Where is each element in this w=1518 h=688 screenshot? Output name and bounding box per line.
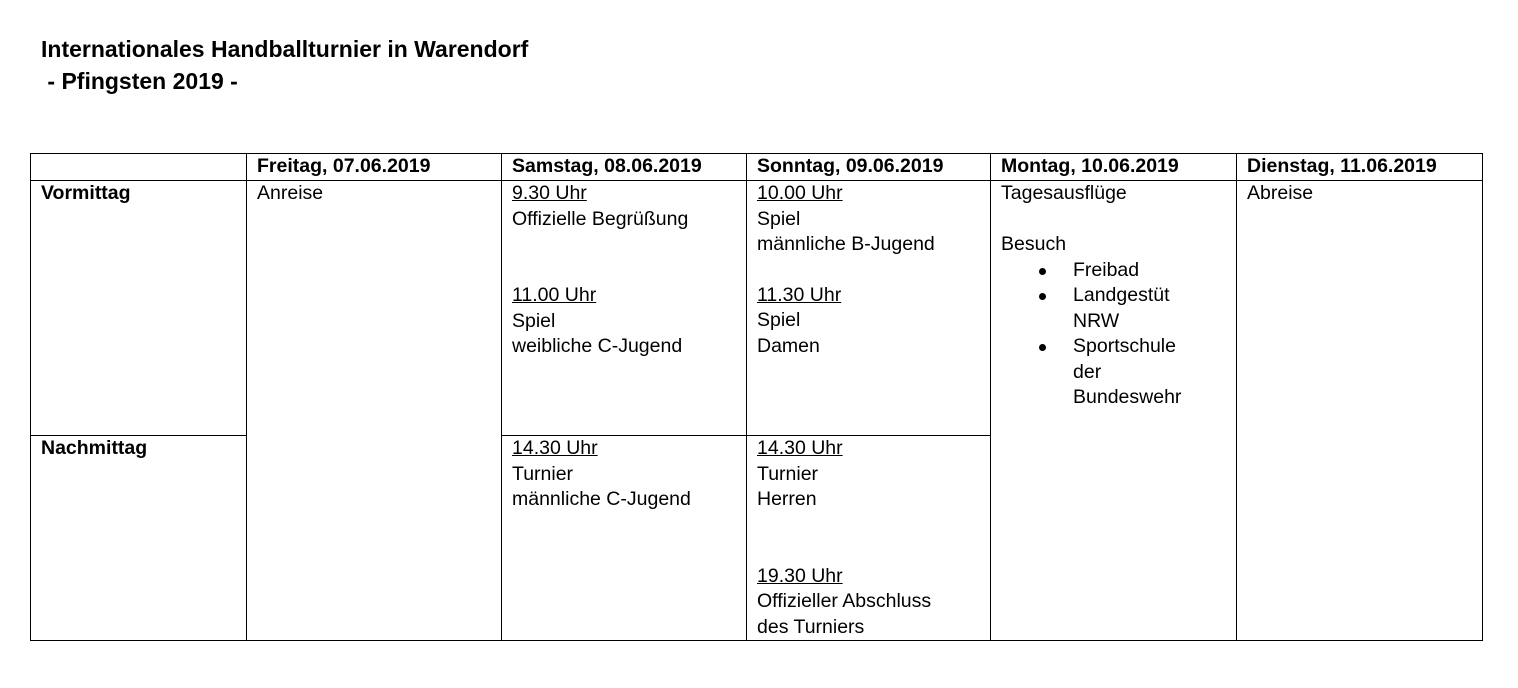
event-time: 11.00 Uhr (512, 284, 597, 306)
event-block (512, 181, 736, 232)
tuesday-departure: Abreise (1247, 182, 1314, 204)
morning-row (31, 181, 1483, 436)
bullet-icon (1039, 268, 1046, 275)
schedule-table (30, 153, 1483, 641)
event-block (512, 283, 736, 360)
friday-cell (247, 181, 502, 641)
list-item: Freibad (1001, 258, 1226, 284)
header-friday: Freitag, 07.06.2019 (247, 154, 502, 181)
event-text: Offizielle Begrüßung (512, 207, 689, 230)
event-text: des Turniers (757, 615, 865, 638)
event-text: Spiel (757, 207, 801, 230)
row-label-morning: Vormittag (31, 181, 247, 436)
event-time: 19.30 Uhr (757, 564, 843, 587)
header-saturday: Samstag, 08.06.2019 (502, 154, 747, 181)
saturday-afternoon-cell (502, 436, 747, 641)
title-line-2: - Pfingsten 2019 - (41, 68, 238, 94)
friday-arrival: Anreise (257, 182, 324, 204)
event-block (512, 436, 736, 513)
title-line-1: Internationales Handballturnier in Warendorf (41, 36, 529, 62)
event-time: 9.30 Uhr (512, 182, 587, 204)
event-block (757, 283, 980, 360)
bullet-icon (1039, 293, 1046, 300)
event-text: weibliche C-Jugend (512, 335, 683, 357)
event-time: 14.30 Uhr (512, 437, 598, 459)
visit-list (1001, 258, 1226, 411)
event-time: 11.30 Uhr (757, 283, 842, 306)
event-text: Turnier (757, 462, 819, 485)
saturday-morning-cell (502, 181, 747, 436)
event-text: männliche B-Jugend (757, 233, 935, 255)
event-text: Damen (757, 334, 820, 357)
document-title (41, 33, 528, 97)
event-time: 10.00 Uhr (757, 182, 843, 204)
event-text: Herren (757, 488, 817, 510)
monday-cell (991, 181, 1237, 641)
header-cell-empty (31, 154, 247, 181)
tuesday-cell (1237, 181, 1483, 641)
bullet-icon (1039, 344, 1046, 351)
header-monday: Montag, 10.06.2019 (991, 154, 1237, 181)
event-text: Spiel (512, 309, 556, 332)
event-text: Turnier (512, 462, 574, 485)
event-time: 14.30 Uhr (757, 437, 843, 459)
event-text: Offizieller Abschluss (757, 590, 932, 612)
event-block (757, 436, 980, 513)
event-text: Spiel (757, 309, 801, 331)
sunday-afternoon-cell (747, 436, 991, 641)
header-sunday: Sonntag, 09.06.2019 (747, 154, 991, 181)
list-item: Sportschule der Bundeswehr (1001, 334, 1226, 411)
monday-heading: Tagesausflüge (1001, 182, 1127, 204)
header-row (31, 154, 1483, 181)
event-block (757, 564, 980, 641)
sunday-morning-cell (747, 181, 991, 436)
list-item: Landgestüt NRW (1001, 283, 1226, 334)
header-tuesday: Dienstag, 11.06.2019 (1237, 154, 1483, 181)
event-block (757, 181, 980, 258)
event-text: männliche C-Jugend (512, 488, 691, 510)
row-label-afternoon: Nachmittag (31, 436, 247, 641)
monday-visit-label: Besuch (1001, 233, 1067, 255)
